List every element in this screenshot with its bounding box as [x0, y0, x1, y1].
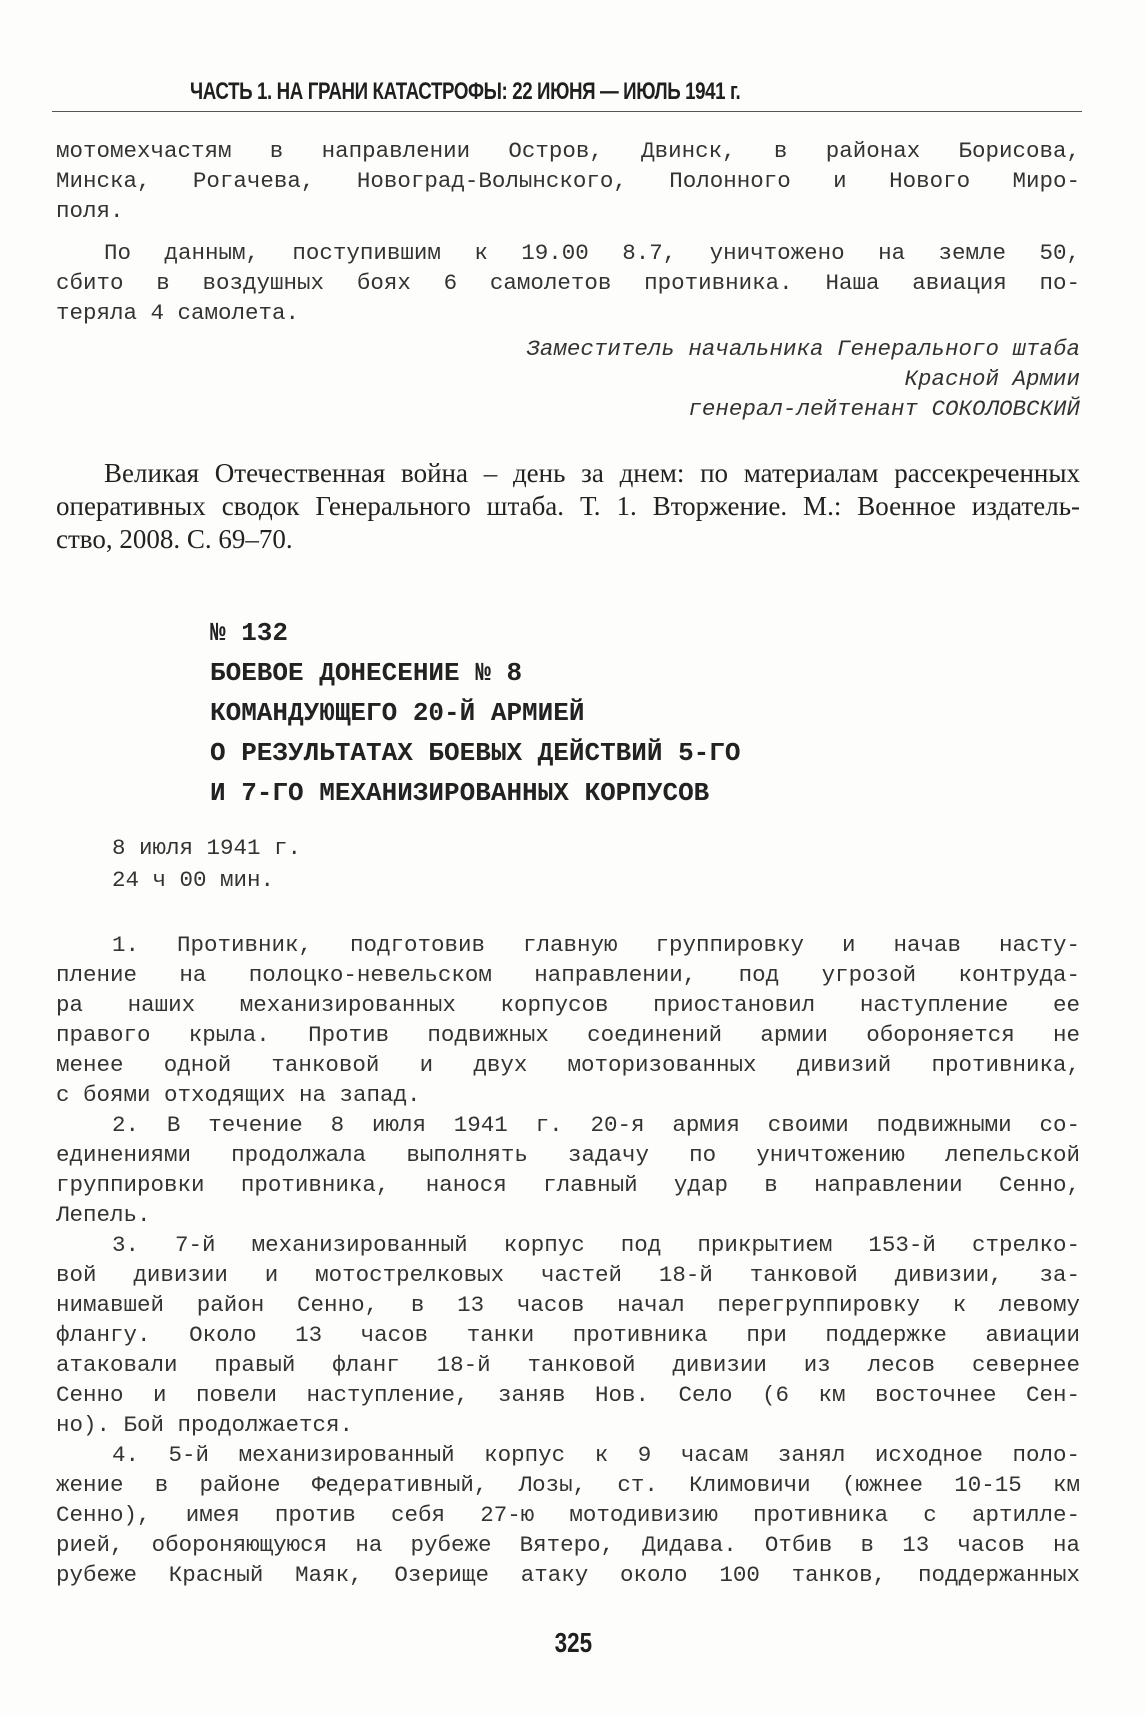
- text-line: 3. 7-й механизированный корпус под прикрытием 153-й стрелко-: [112, 1232, 1080, 1258]
- page-number: [0, 1627, 1146, 1659]
- citation-line: оперативных сводок Генерального штаба. Т. 1. Вторжение. М.: Военное издатель-: [56, 491, 1080, 521]
- signature-org: Красной Армии: [904, 366, 1080, 392]
- text-line: По данным, поступившим к 19.00 8.7, уничтожено на земле 50,: [104, 240, 1080, 266]
- signature-name: генерал-лейтенант СОКОЛОВСКИЙ: [688, 396, 1080, 422]
- running-header: ЧАСТЬ 1. НА ГРАНИ КАТАСТРОФЫ: 22 ИЮНЯ — ИЮЛЬ 1941 г.: [190, 78, 741, 105]
- text-line: правого крыла. Против подвижных соединений армии обороняется не: [56, 1022, 1080, 1048]
- text-line: Сенно и повели наступление, заняв Нов. Село (6 км восточнее Сен-: [56, 1382, 1080, 1408]
- text-line: рией, обороняющуюся на рубеже Вятеро, Дидава. Отбив в 13 часов на: [56, 1532, 1080, 1558]
- text-line: ра наших механизированных корпусов приостановил наступление ее: [56, 992, 1080, 1018]
- text-line: с боями отходящих на запад.: [56, 1082, 421, 1108]
- text-line: 1. Противник, подготовив главную группировку и начав насту-: [112, 932, 1080, 958]
- text-line: рубеже Красный Маяк, Озерище атаку около 100 танков, поддержанных: [56, 1562, 1080, 1588]
- document-title-line: БОЕВОЕ ДОНЕСЕНИЕ № 8: [210, 658, 523, 688]
- text-line: нимавшей район Сенно, в 13 часов начал перегруппировку к левому: [56, 1292, 1080, 1318]
- header-rule: [52, 111, 1082, 112]
- text-line: но). Бой продолжается.: [56, 1412, 354, 1438]
- document-date: 8 июля 1941 г.: [112, 835, 302, 861]
- text-line: 2. В течение 8 июля 1941 г. 20-я армия своими подвижными со-: [112, 1112, 1080, 1138]
- document-title-line: И 7-ГО МЕХАНИЗИРОВАННЫХ КОРПУСОВ: [210, 778, 710, 808]
- signature-position: Заместитель начальника Генерального штаба: [526, 336, 1080, 362]
- text-line: атаковали правый фланг 18-й танковой дивизии из лесов севернее: [56, 1352, 1080, 1378]
- document-time: 24 ч 00 мин.: [112, 867, 275, 893]
- text-line: 4. 5-й механизированный корпус к 9 часам занял исходное поло-: [112, 1442, 1080, 1468]
- text-line: менее одной танковой и двух моторизованных дивизий противника,: [56, 1052, 1080, 1078]
- text-line: сбито в воздушных боях 6 самолетов противника. Наша авиация по-: [56, 270, 1080, 296]
- text-line: флангу. Около 13 часов танки противника при поддержке авиации: [56, 1322, 1080, 1348]
- page-number-text: 325: [554, 1627, 592, 1658]
- text-line: поля.: [56, 198, 124, 224]
- document-title-line: КОМАНДУЮЩЕГО 20-Й АРМИЕЙ: [210, 698, 585, 728]
- text-line: единениями продолжала выполнять задачу по уничтожению лепельской: [56, 1142, 1080, 1168]
- text-line: Сенно), имея против себя 27-ю мотодивизию противника с артилле-: [56, 1502, 1080, 1528]
- citation-line: Великая Отечественная война – день за днем: по материалам рассекреченных: [104, 458, 1080, 488]
- text-line: пление на полоцко-невельском направлении, под угрозой контруда-: [56, 962, 1080, 988]
- text-line: Минска, Рогачева, Новоград-Волынского, Полонного и Нового Миро-: [56, 168, 1080, 194]
- text-line: Лепель.: [56, 1202, 151, 1228]
- text-line: вой дивизии и мотострелковых частей 18-й танковой дивизии, за-: [56, 1262, 1080, 1288]
- text-line: жение в районе Федеративный, Лозы, ст. Климовичи (южнее 10-15 км: [56, 1472, 1080, 1498]
- citation-line: ство, 2008. С. 69–70.: [56, 524, 293, 554]
- text-line: группировки противника, нанося главный удар в направлении Сенно,: [56, 1172, 1080, 1198]
- text-line: мотомехчастям в направлении Остров, Двинск, в районах Борисова,: [56, 138, 1080, 164]
- document-number: № 132: [210, 618, 289, 648]
- document-title-line: О РЕЗУЛЬТАТАХ БОЕВЫХ ДЕЙСТВИЙ 5-ГО: [210, 738, 741, 768]
- text-line: теряла 4 самолета.: [56, 300, 300, 326]
